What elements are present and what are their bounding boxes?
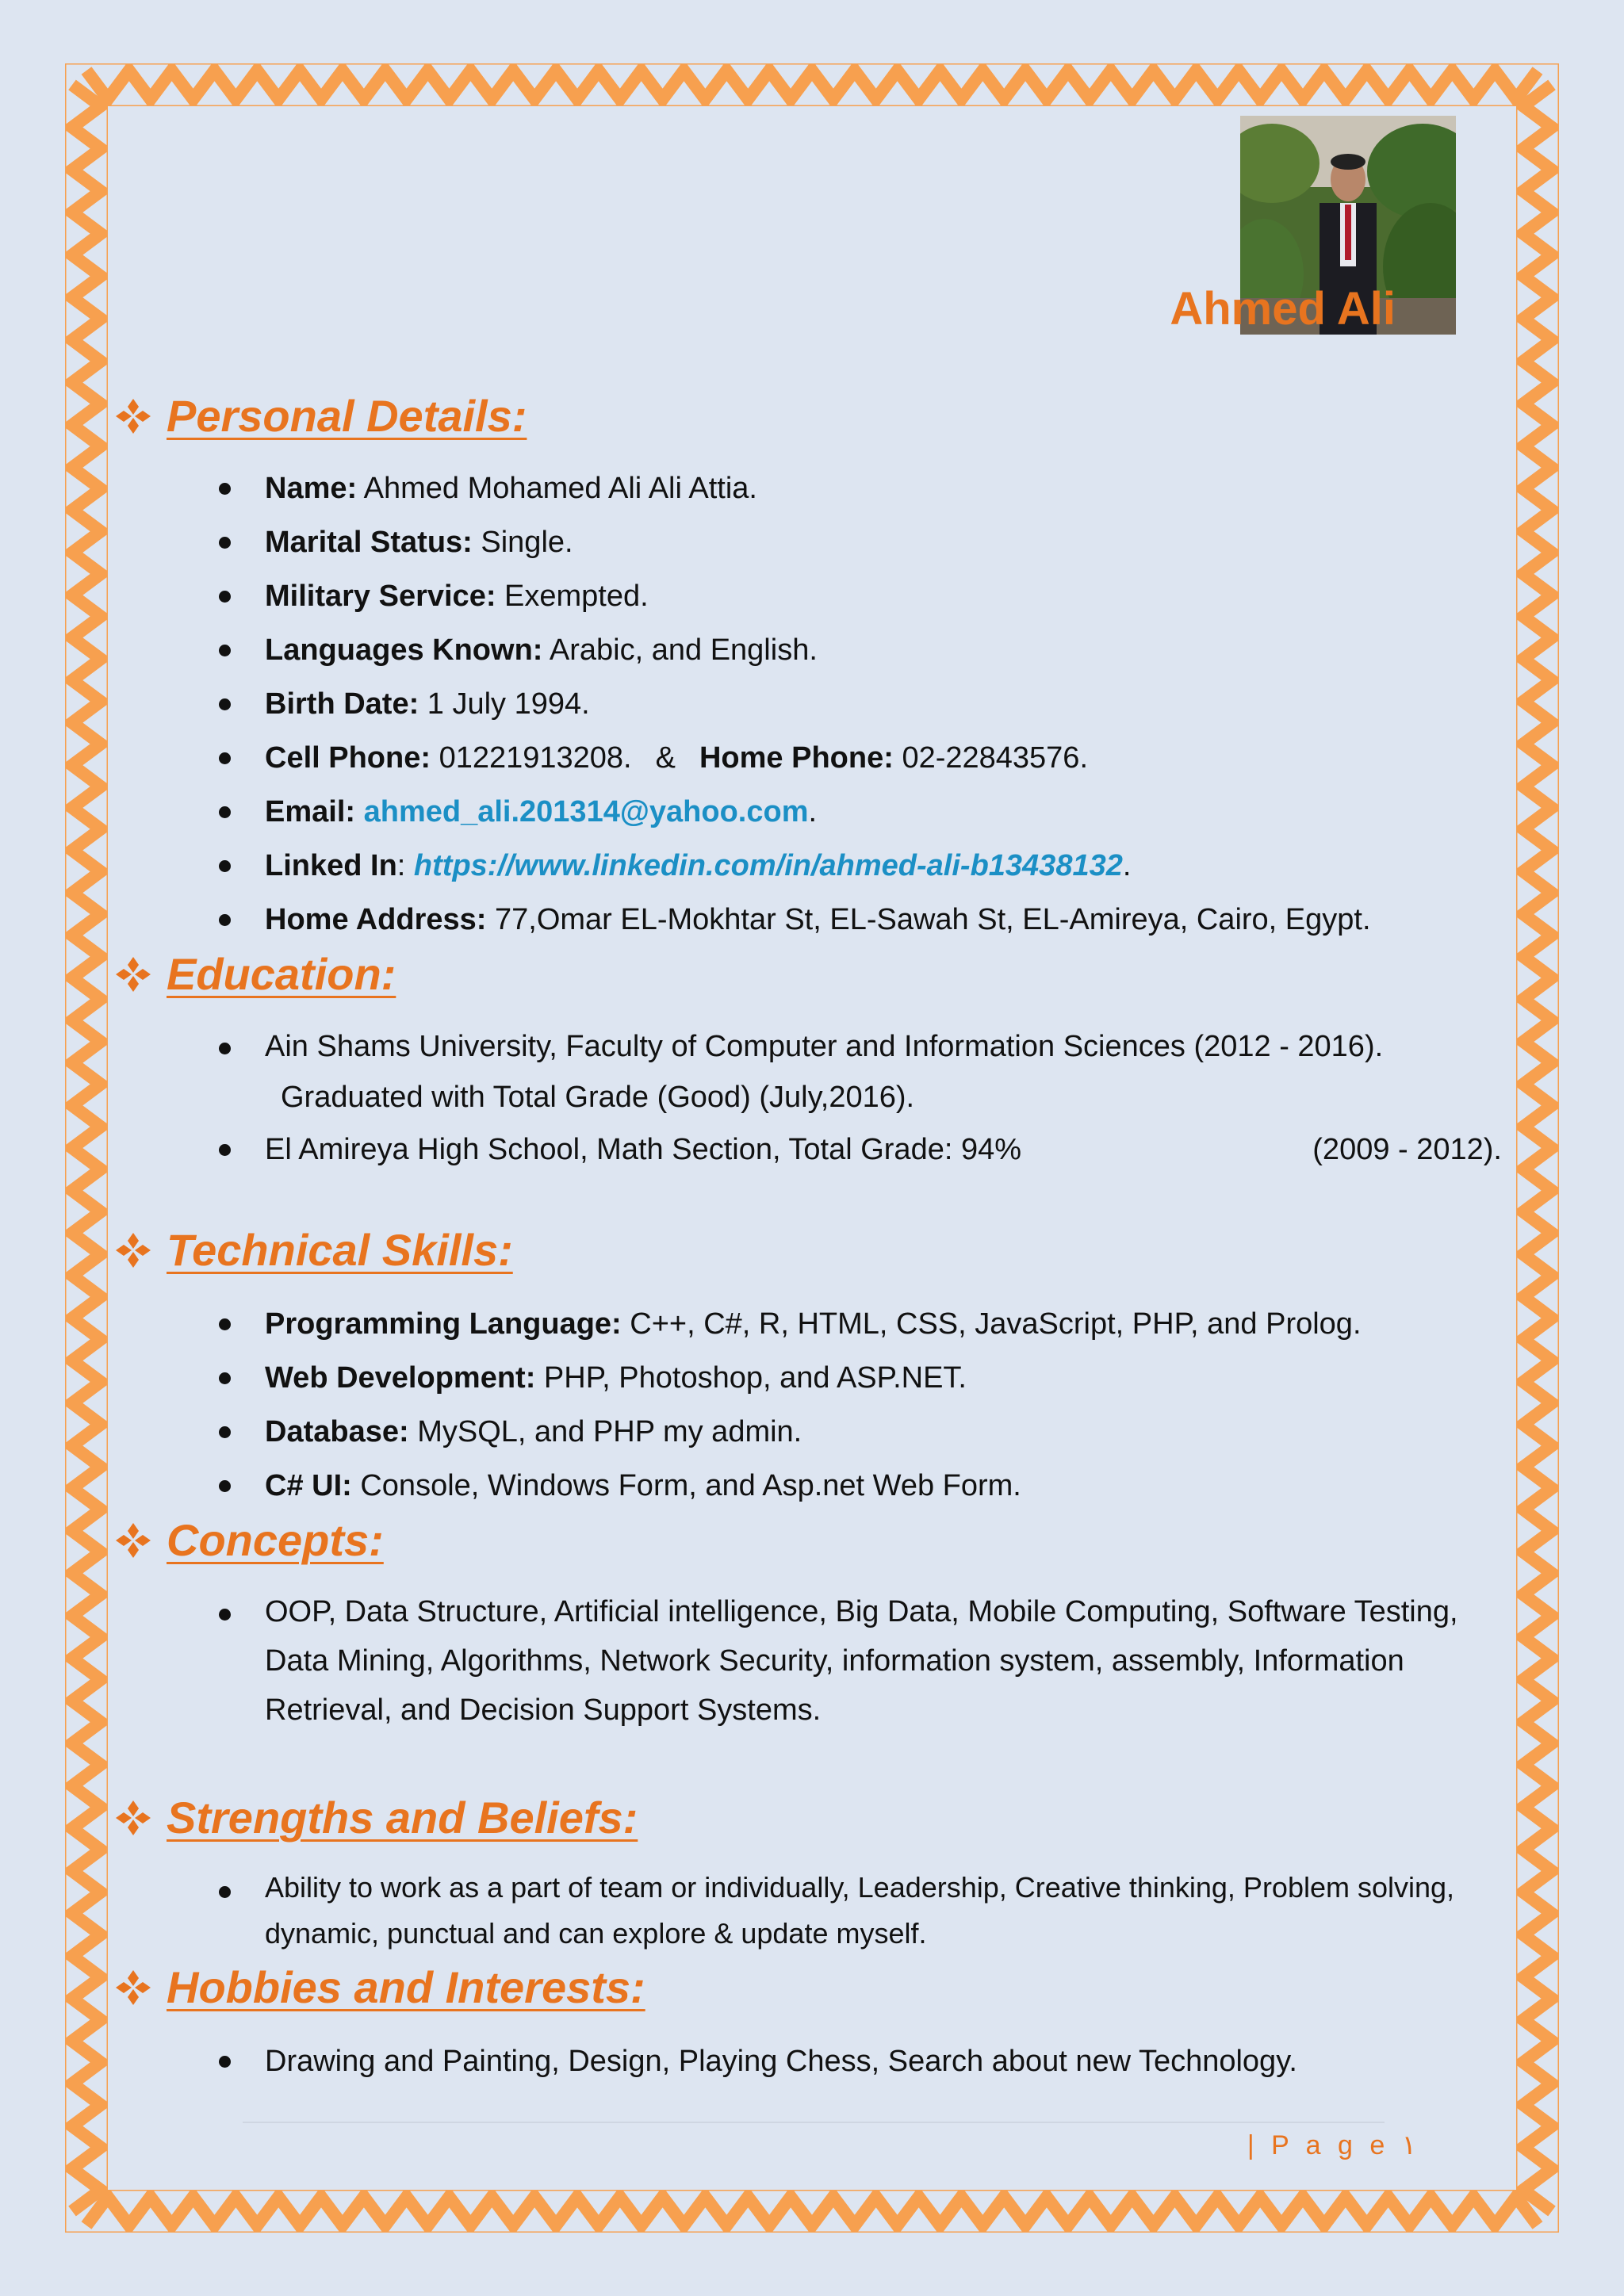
list-item: Home Address: 77,Omar EL-Mokhtar St, EL-Sawah St, EL-Amireya, Cairo, Egypt. xyxy=(265,893,1502,947)
section-title: Hobbies and Interests: xyxy=(167,1962,645,2012)
list-item: Military Service: Exempted. xyxy=(265,569,1502,623)
section-title: Technical Skills: xyxy=(167,1225,513,1275)
technical-skills-list xyxy=(265,1297,1502,1513)
section-heading-hobbies xyxy=(114,1961,645,2017)
list-item: Marital Status: Single. xyxy=(265,515,1502,569)
section-title: Education: xyxy=(167,949,396,999)
list-item: Ability to work as a part of team or individually, Leadership, Creative thinking, Problem solving, dynamic, punctual and can explore & update myself. xyxy=(265,1865,1502,1957)
section-heading-strengths xyxy=(114,1792,638,1847)
section-title: Personal Details: xyxy=(167,391,527,441)
section-heading-technical-skills xyxy=(114,1224,513,1280)
concepts-list xyxy=(265,1587,1502,1735)
diamond-bullet-icon xyxy=(114,1228,152,1280)
resume-name: Ahmed Ali xyxy=(1170,283,1396,335)
education-list xyxy=(265,1021,1502,1177)
resume-page xyxy=(108,106,1516,2190)
personal-details-list xyxy=(265,461,1502,947)
page-number: | P a g e ١ xyxy=(1247,2130,1416,2160)
footer-divider xyxy=(243,2122,1385,2123)
list-item: Ain Shams University, Faculty of Computer and Information Sciences (2012 - 2016). Graduated with Total Grade (Good) (July,2016). xyxy=(265,1021,1502,1123)
list-item: Drawing and Painting, Design, Playing Chess, Search about new Technology. xyxy=(265,2034,1502,2088)
section-heading-concepts xyxy=(114,1514,384,1570)
list-item: Birth Date: 1 July 1994. xyxy=(265,677,1502,731)
linkedin-link[interactable]: https://www.linkedin.com/in/ahmed-ali-b13438132 xyxy=(413,849,1123,882)
list-item: OOP, Data Structure, Artificial intelligence, Big Data, Mobile Computing, Software Testing, Data Mining, Algorithms, Network Security, information system, assembly, Information Retrieval, and Decision Support Systems. xyxy=(265,1587,1502,1735)
email-link[interactable]: ahmed_ali.201314@yahoo.com xyxy=(363,795,809,828)
list-item: C# UI: Console, Windows Form, and Asp.net Web Form. xyxy=(265,1459,1502,1513)
list-item: Name: Ahmed Mohamed Ali Ali Attia. xyxy=(265,461,1502,515)
list-item: Linked In: https://www.linkedin.com/in/ahmed-ali-b13438132. xyxy=(265,839,1502,893)
list-item: Database: MySQL, and PHP my admin. xyxy=(265,1405,1502,1459)
strengths-list xyxy=(265,1865,1502,1957)
section-title: Concepts: xyxy=(167,1515,384,1565)
list-item: Cell Phone: 01221913208. & Home Phone: 02-22843576. xyxy=(265,731,1502,785)
diamond-bullet-icon xyxy=(114,394,152,446)
section-heading-personal-details xyxy=(114,390,527,446)
hobbies-list xyxy=(265,2034,1502,2088)
section-heading-education xyxy=(114,948,396,1004)
list-item: El Amireya High School, Math Section, Total Grade: 94% (2009 - 2012). xyxy=(265,1123,1502,1177)
diamond-bullet-icon xyxy=(114,952,152,1004)
diamond-bullet-icon xyxy=(114,1965,152,2017)
list-item: Web Development: PHP, Photoshop, and ASP.NET. xyxy=(265,1351,1502,1405)
section-title: Strengths and Beliefs: xyxy=(167,1793,638,1843)
list-item: Email: ahmed_ali.201314@yahoo.com. xyxy=(265,785,1502,839)
list-item: Languages Known: Arabic, and English. xyxy=(265,623,1502,677)
diamond-bullet-icon xyxy=(114,1518,152,1570)
list-item: Programming Language: C++, C#, R, HTML, CSS, JavaScript, PHP, and Prolog. xyxy=(265,1297,1502,1351)
diamond-bullet-icon xyxy=(114,1796,152,1847)
